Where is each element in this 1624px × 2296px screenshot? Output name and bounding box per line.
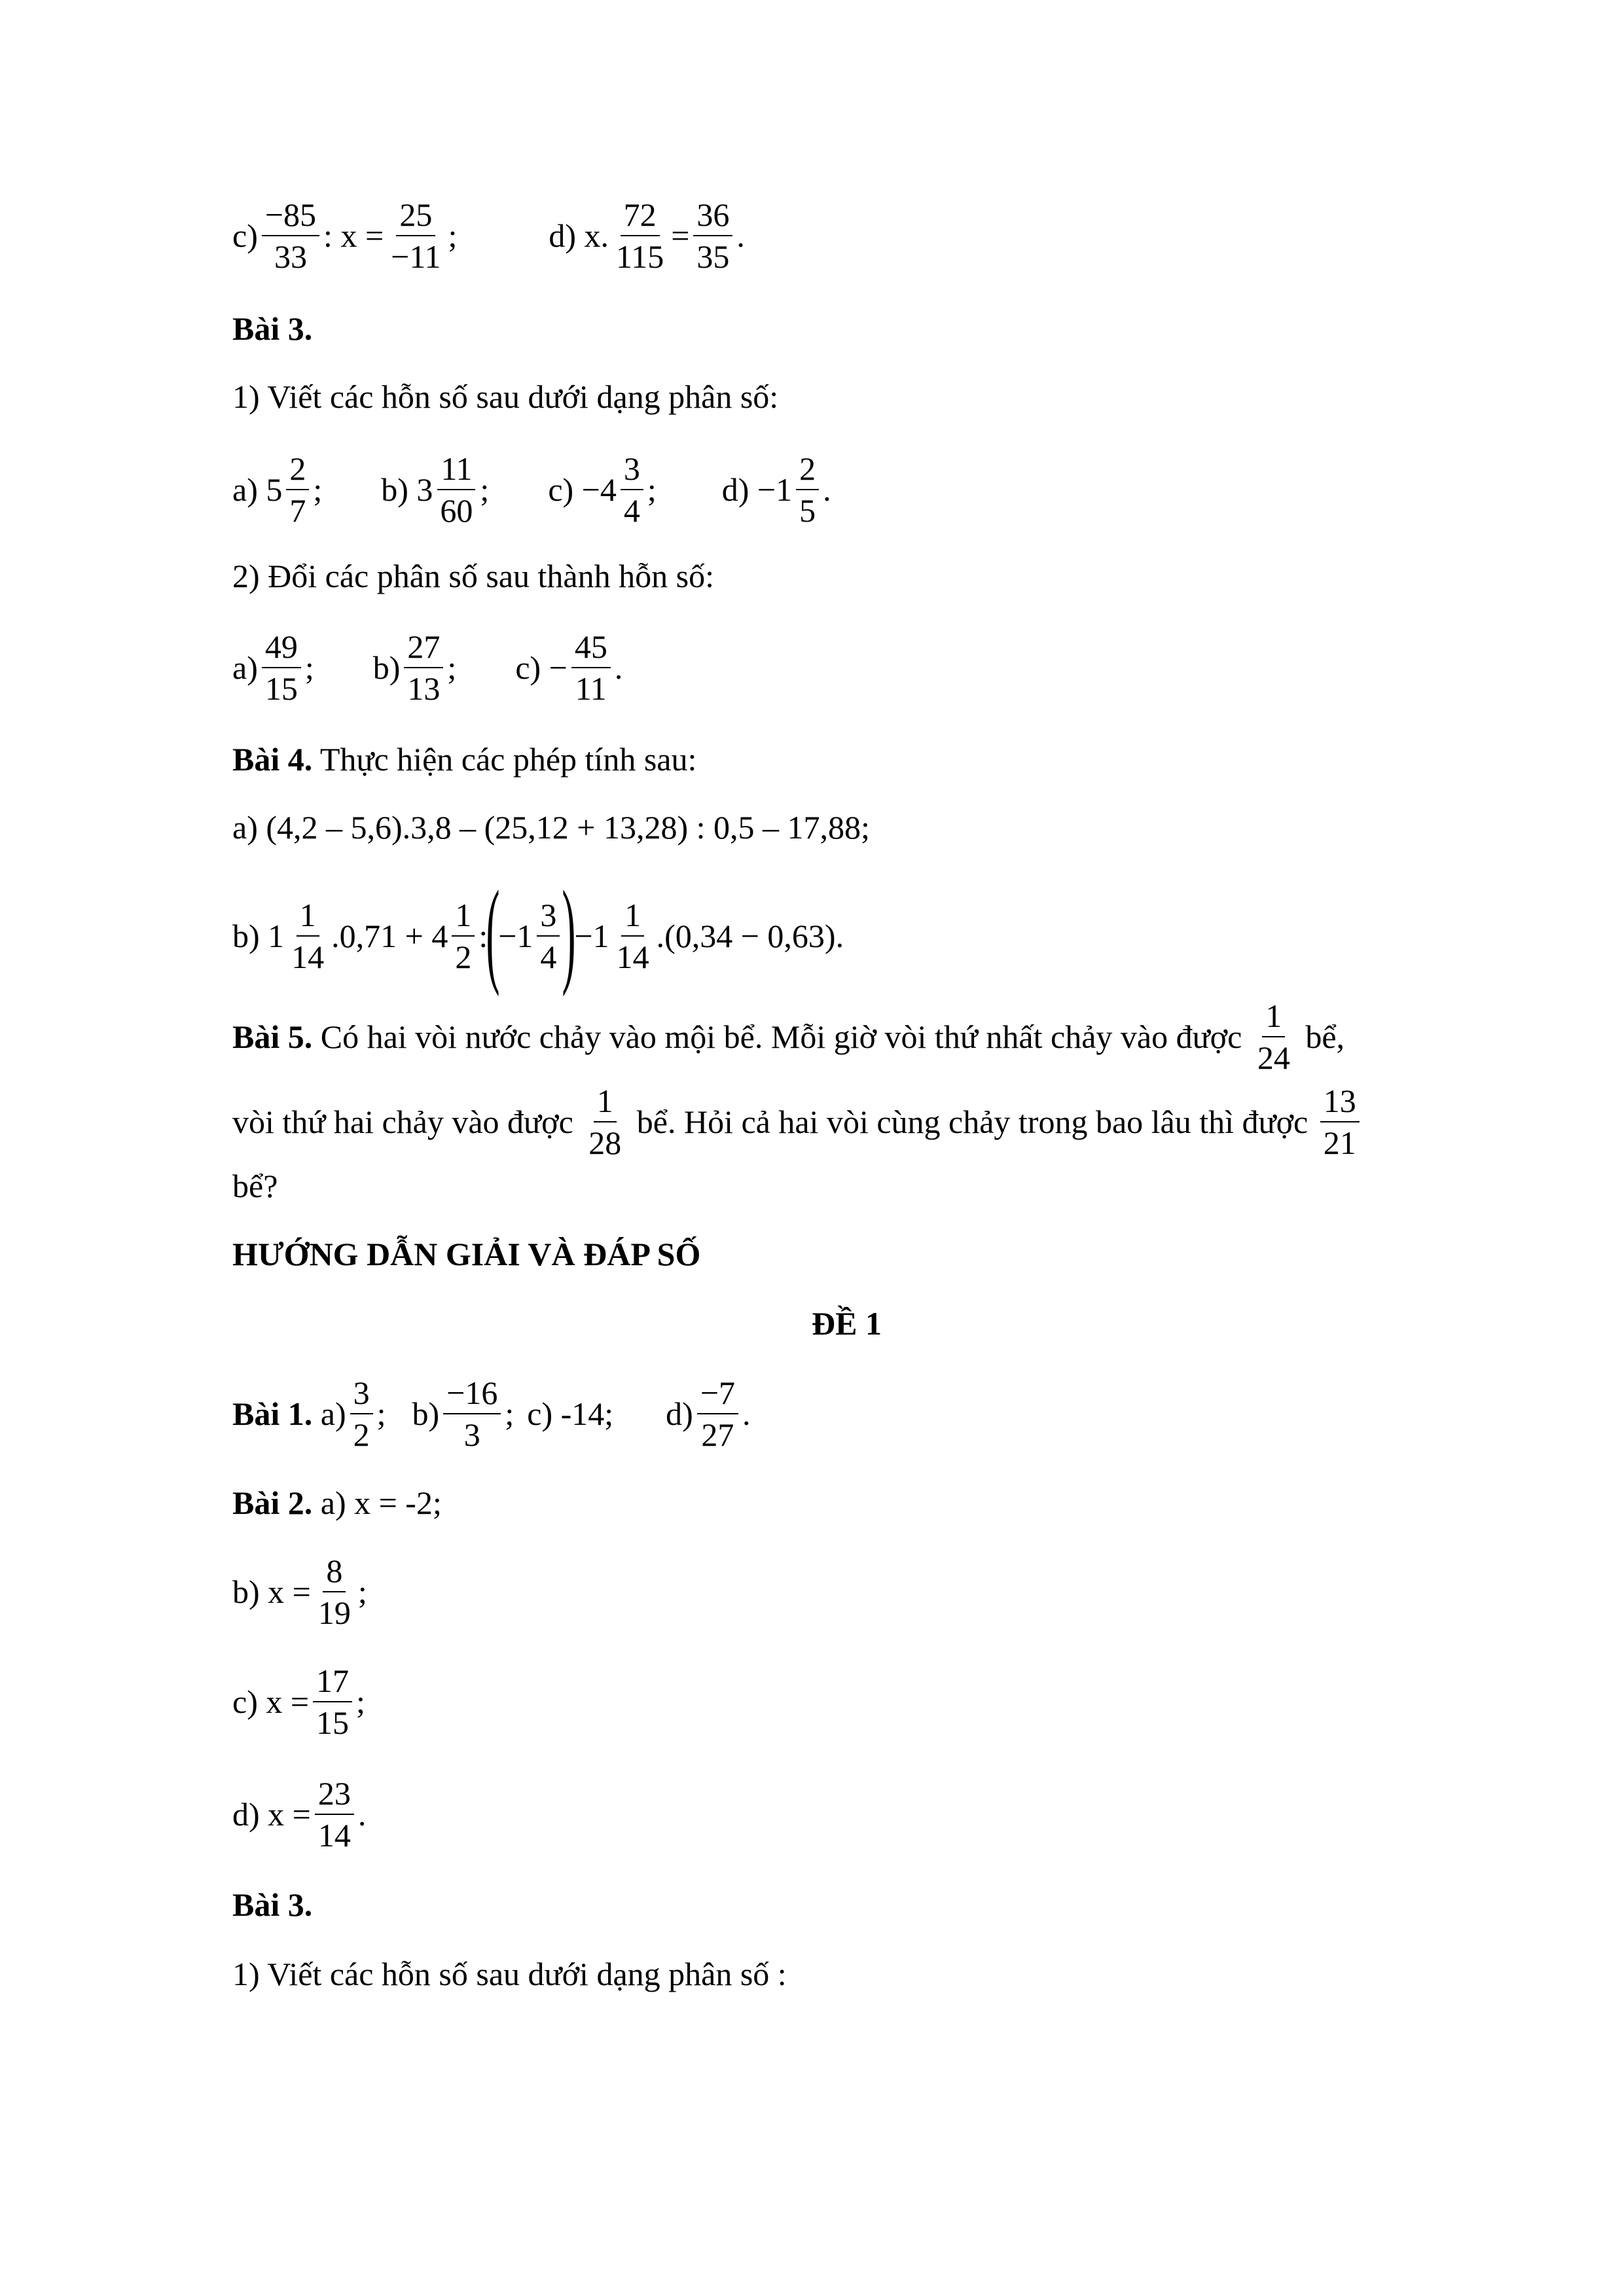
mixed-d-label: d) −1 (721, 471, 793, 508)
answer-bai1 (232, 1374, 751, 1453)
mixed-a-end: ; (313, 471, 323, 508)
ans2-b-fraction: $\frac{8}{19}$ (317, 1552, 351, 1631)
left-paren: ( (486, 867, 500, 997)
section-title: HƯỚNG DẪN GIẢI VÀ ĐÁP SỐ (232, 1236, 701, 1272)
ans1-a-end: ; (376, 1395, 386, 1432)
mixed-numbers-row (232, 450, 831, 529)
ans2-d-label: d) x = (232, 1796, 311, 1833)
bai5-text-2: vòi thứ hai chảy vào được (232, 1103, 582, 1140)
eq-d-label: d) x. (549, 217, 609, 254)
ans2-b-label: b) x = (232, 1573, 311, 1610)
bai4-heading-line (232, 740, 696, 779)
eq-d-fraction-2: $\frac{36}{35}$ (693, 196, 732, 275)
eq-c-label: c) (232, 217, 258, 254)
b4b-part-1: b) 1 (232, 918, 285, 954)
mixed-a-label: a) 5 (232, 471, 283, 508)
frac2-c-label: c) − (515, 649, 568, 686)
ans1-b-label: b) (412, 1395, 440, 1432)
ans1-d-label: d) (666, 1395, 693, 1432)
b4b-fraction-3: $\frac{3}{4}$ (537, 897, 560, 975)
bai5-text-2-mid: bể. Hỏi cả hai vòi cùng chảy trong bao lâu thì được (628, 1103, 1316, 1140)
bai4-heading: Bài 4. (232, 741, 313, 778)
eq-d-mid: = (671, 217, 690, 254)
bai5-fraction-1: $\frac{1}{24}$ (1257, 997, 1290, 1076)
equation-row-c-d (232, 196, 745, 275)
ans2-d-end: . (357, 1796, 367, 1833)
answer-bai2-a (232, 1483, 442, 1522)
answer-bai3-heading: Bài 3. (232, 1886, 313, 1923)
eq-c-fraction-2: $\frac{25}{-11}$ (391, 196, 441, 275)
right-paren: ) (562, 867, 576, 997)
eq-c-end: ; (448, 217, 458, 254)
bai5-heading: Bài 5. (232, 1018, 313, 1055)
ans2-d-fraction: $\frac{23}{14}$ (315, 1775, 354, 1854)
eq-d-fraction-1: $\frac{72}{115}$ (616, 196, 664, 275)
bai5-text-1: Có hai vòi nước chảy vào mội bể. Mỗi giờ vòi thứ nhất chảy vào được (312, 1018, 1250, 1055)
answer-bai1-heading: Bài 1. (232, 1395, 313, 1432)
bai3-heading: Bài 3. (232, 310, 313, 347)
b4b-part-5: −1 (574, 918, 609, 954)
fractions-row (232, 628, 623, 707)
frac2-a-end: ; (304, 649, 314, 686)
mixed-c-fraction: $\frac{3}{4}$ (621, 450, 643, 529)
answer-bai3-part1: 1) Viết các hỗn số sau dưới dạng phân số : (232, 1956, 787, 1992)
answer-bai2-d (232, 1775, 366, 1854)
frac2-a-fraction: $\frac{49}{15}$ (262, 628, 301, 707)
bai5-line-1 (232, 997, 1344, 1076)
ans1-a-label: a) (312, 1395, 346, 1432)
frac2-b-label: b) (372, 649, 401, 686)
answer-bai2-heading: Bài 2. (232, 1484, 313, 1521)
ans2-c-fraction: $\frac{17}{15}$ (313, 1662, 352, 1741)
frac2-b-end: ; (447, 649, 457, 686)
de-title: ĐỀ 1 (812, 1305, 882, 1342)
ans2-b-end: ; (357, 1573, 367, 1610)
frac2-c-fraction: $\frac{45}{11}$ (571, 628, 611, 707)
b4b-fraction-1: $\frac{1}{14}$ (291, 897, 325, 975)
mixed-b-fraction: $\frac{11}{60}$ (437, 450, 476, 529)
bai5-text-1-end: bể, (1297, 1018, 1345, 1055)
mixed-c-end: ; (647, 471, 657, 508)
eq-c-fraction-1: $\frac{-85}{33}$ (262, 196, 319, 275)
answer-bai2-b (232, 1552, 367, 1631)
ans1-b-end: ; (505, 1395, 514, 1432)
b4b-part-2: .0,71 + 4 (331, 918, 448, 954)
bai4-text: Thực hiện các phép tính sau: (312, 741, 697, 778)
mixed-b-end: ; (480, 471, 490, 508)
mixed-d-fraction: $\frac{2}{5}$ (796, 450, 819, 529)
b4b-part-6: .(0,34 − 0,63). (656, 918, 844, 954)
mixed-d-end: . (823, 471, 831, 508)
mixed-a-fraction: $\frac{2}{7}$ (286, 450, 309, 529)
frac2-a-label: a) (232, 649, 258, 686)
bai3-part1-text: 1) Viết các hỗn số sau dưới dạng phân số: (232, 378, 779, 415)
ans2-a: a) x = -2; (312, 1484, 442, 1521)
mixed-b-label: b) 3 (381, 471, 433, 508)
answer-bai2-c (232, 1662, 365, 1741)
eq-c-mid: : x = (323, 217, 384, 254)
ans2-c-end: ; (356, 1683, 365, 1720)
b4b-part-4: −1 (498, 918, 533, 954)
ans1-a-fraction: $\frac{3}{2}$ (350, 1374, 373, 1453)
b4b-fraction-2: $\frac{1}{2}$ (452, 897, 475, 975)
frac2-b-fraction: $\frac{27}{13}$ (404, 628, 443, 707)
eq-d-end: . (736, 217, 745, 254)
ans1-b-fraction: $\frac{-16}{3}$ (443, 1374, 501, 1453)
bai4-part-b (232, 867, 844, 997)
bai5-line-2 (232, 1083, 1363, 1161)
bai5-line-3: bể? (232, 1168, 278, 1204)
ans1-c: c) -14; (527, 1395, 614, 1432)
b4b-fraction-4: $\frac{1}{14}$ (616, 897, 649, 975)
bai5-fraction-2: $\frac{1}{28}$ (588, 1083, 622, 1161)
ans1-d-fraction: $\frac{-7}{27}$ (697, 1374, 738, 1453)
ans2-c-label: c) x = (232, 1683, 310, 1720)
mixed-c-label: c) −4 (548, 471, 617, 508)
frac2-c-end: . (614, 649, 623, 686)
b4b-part-3: : (478, 918, 488, 954)
bai3-part2-text: 2) Đổi các phân số sau thành hỗn số: (232, 558, 714, 594)
bai5-fraction-3: $\frac{13}{21}$ (1320, 1083, 1360, 1161)
bai4-part-a: a) (4,2 – 5,6).3,8 – (25,12 + 13,28) : 0,5 – 17,88; (232, 809, 870, 846)
ans1-d-end: . (742, 1395, 751, 1432)
